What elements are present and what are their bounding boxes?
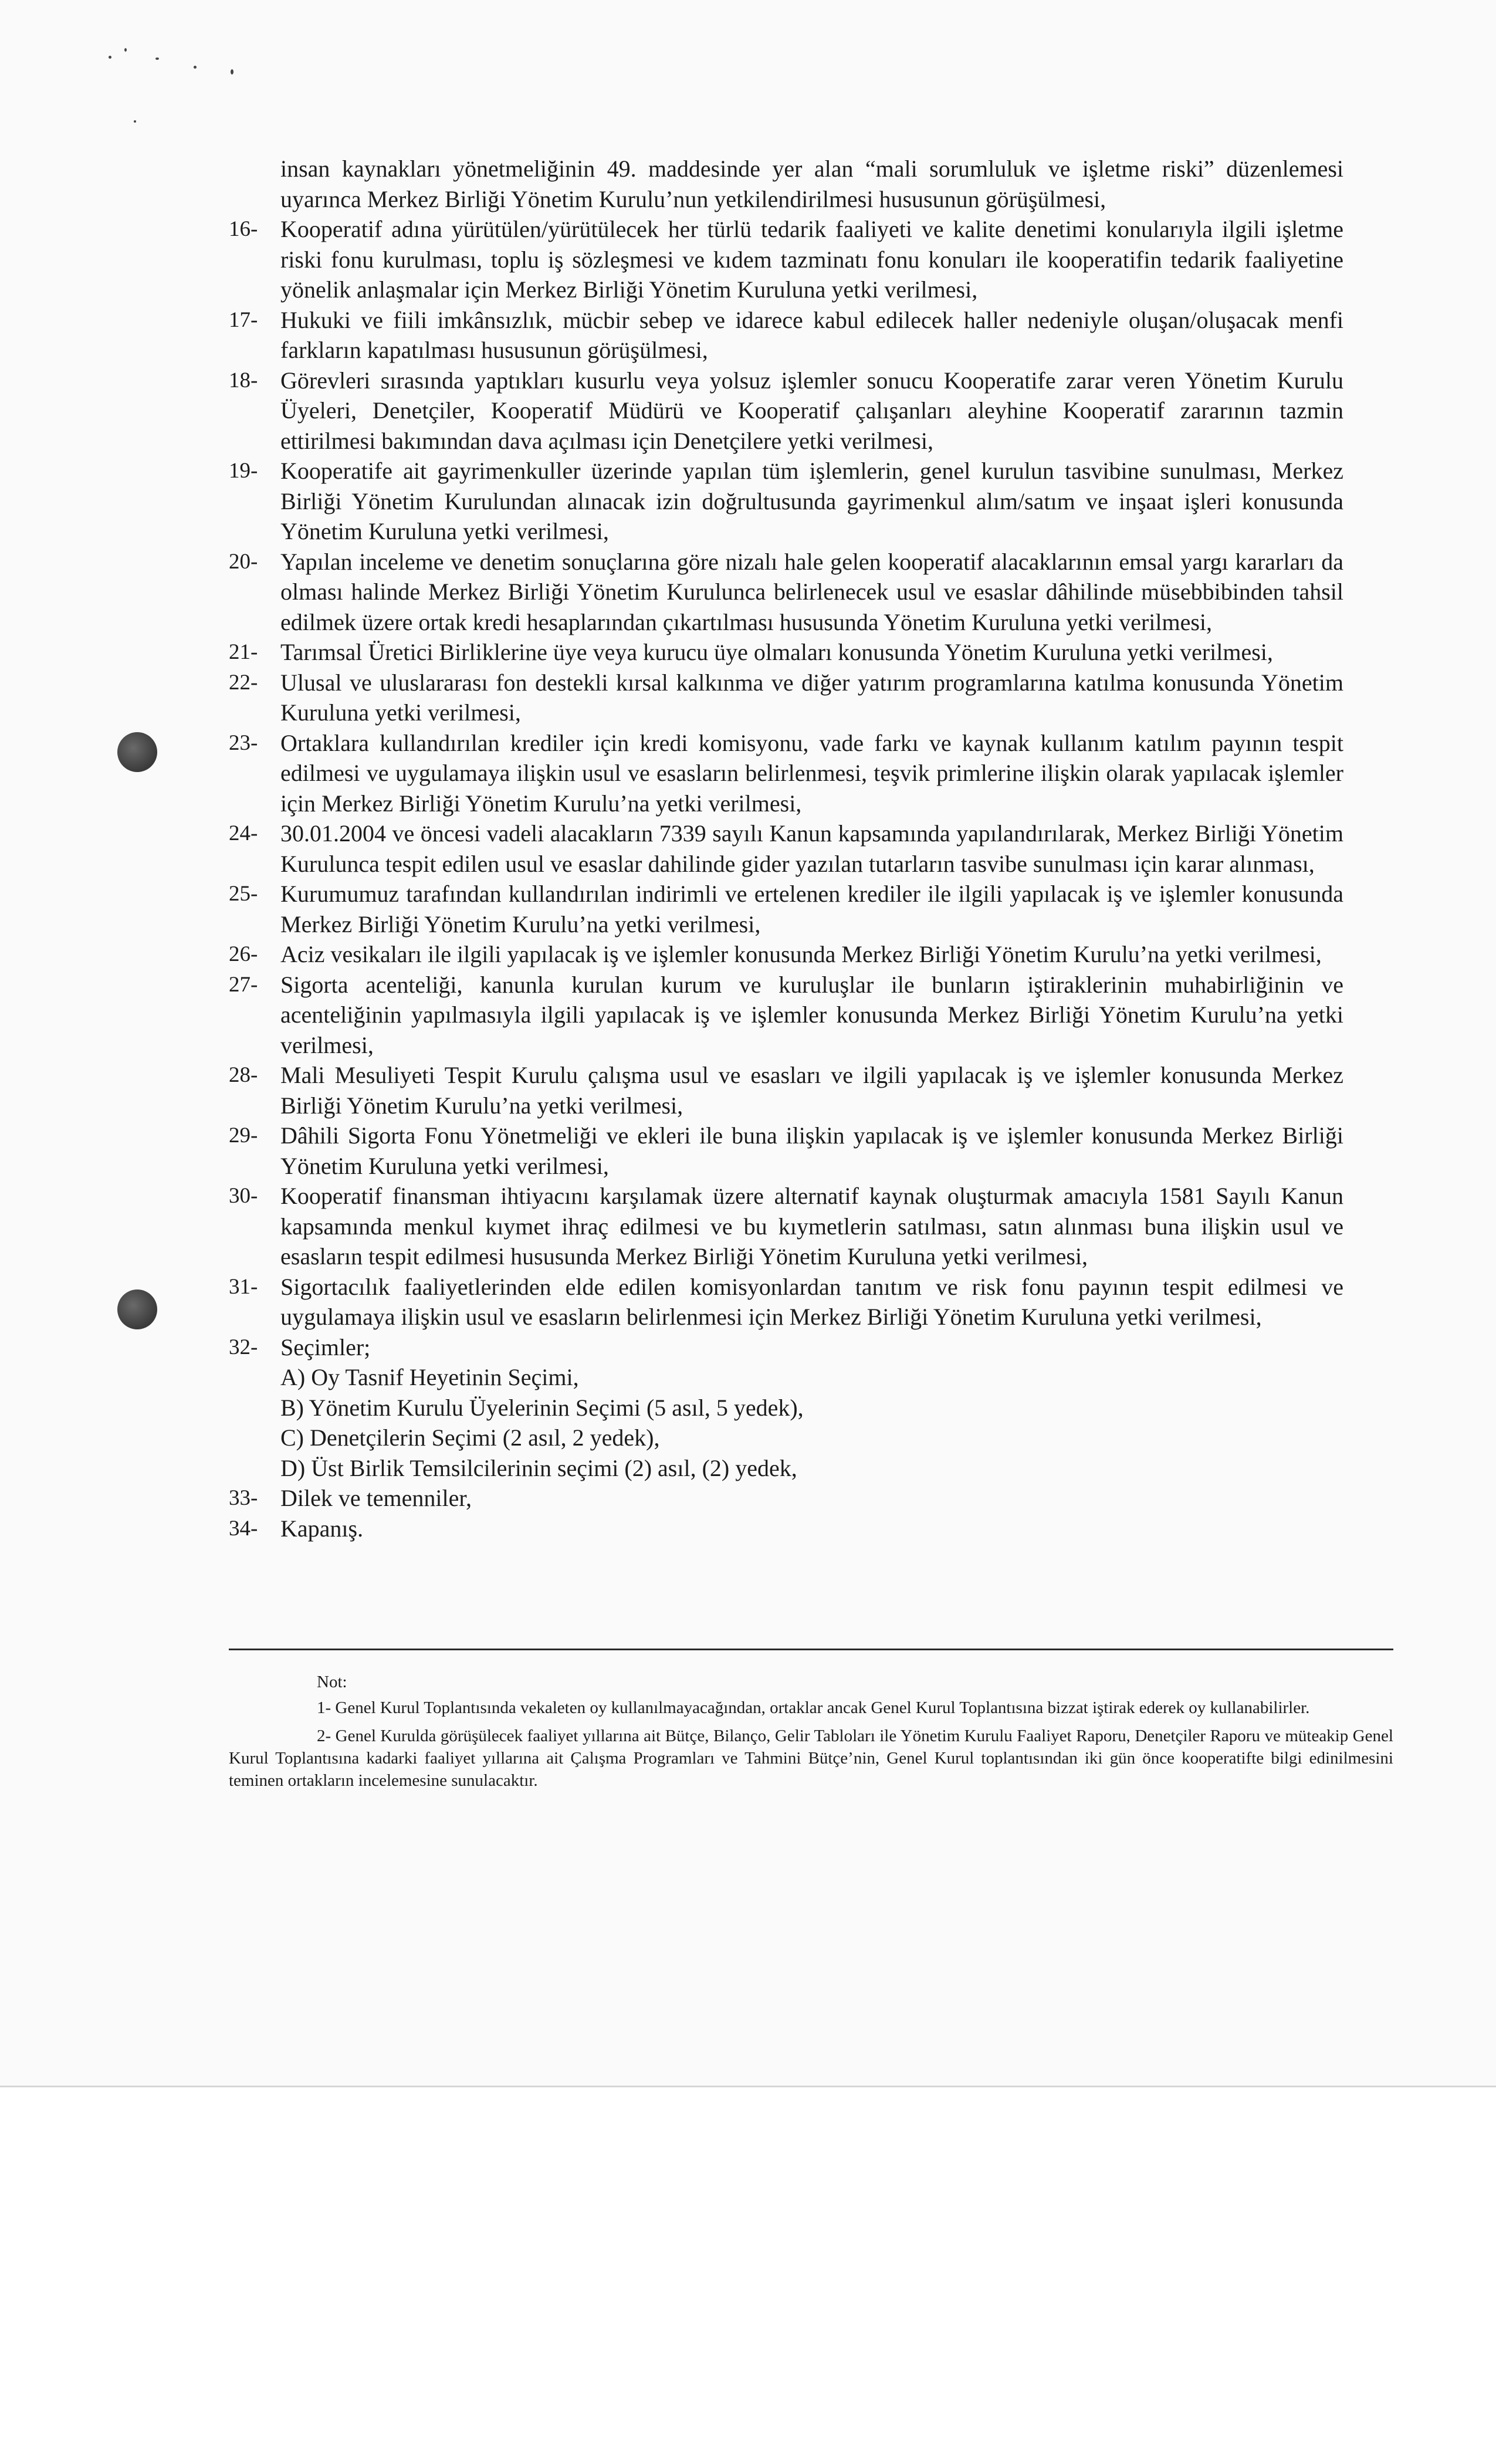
agenda-item-text: Hukuki ve fiili imkânsızlık, mücbir sebep ve idarece kabul edilecek haller nedeniyle oluşan/oluşacak menfi farkların kapatılması hususunun görüşülmesi, — [280, 306, 1343, 363]
agenda-item — [229, 1121, 1343, 1181]
election-item: B) Yönetim Kurulu Üyelerinin Seçimi (5 asıl, 5 yedek), — [280, 1394, 804, 1421]
agenda-item-text: Aciz vesikaları ile ilgili yapılacak iş ve işlemler konusunda Merkez Birliği Yönetim Kurulu’na yetki verilmesi, — [280, 941, 1322, 967]
agenda-item-text: Kooperatif adına yürütülen/yürütülecek her türlü tedarik faaliyeti ve kalite denetimi konularıyla ilgili işletme riski fonu kurulması, toplu iş sözleşmesi ve kıdem tazminatı fonu konuları ile kooperatifin tedarik faaliyetine yönelik anlaşmalar için Merkez Birliği Yönetim Kuruluna yetki verilmesi, — [280, 216, 1343, 303]
agenda-item-number: 32- — [229, 1335, 258, 1359]
agenda-item-number: 34- — [229, 1516, 258, 1541]
closing-items — [229, 1483, 1343, 1544]
agenda-item — [229, 1060, 1343, 1121]
agenda-body — [229, 154, 1343, 1544]
agenda-item-number: 26- — [229, 942, 258, 966]
agenda-item — [229, 547, 1343, 638]
agenda-item — [229, 879, 1343, 939]
agenda-item-text: Mali Mesuliyeti Tespit Kurulu çalışma usul ve esasları ve ilgili yapılacak iş ve işlemler konusunda Merkez Birliği Yönetim Kurulu’na yetki verilmesi, — [280, 1062, 1343, 1119]
agenda-item — [229, 818, 1343, 879]
agenda-item-text: Görevleri sırasında yaptıkları kusurlu veya yolsuz işlemler sonucu Kooperatife zarar veren Yönetim Kurulu Üyeleri, Denetçiler, Kooperatif Müdürü ve Kooperatif çalışanları aleyhine Kooperatif zararının tazmin ettirilmesi bakımından dava açılması için Denetçilere yetki verilmesi, — [280, 367, 1343, 454]
scan-speck — [231, 69, 233, 75]
agenda-item — [229, 214, 1343, 305]
agenda-item-text: Dilek ve temenniler, — [280, 1485, 472, 1511]
agenda-item-text: Kapanış. — [280, 1515, 364, 1542]
agenda-item-number: 28- — [229, 1063, 258, 1087]
agenda-item-number: 18- — [229, 368, 258, 392]
agenda-item-text: Ulusal ve uluslararası fon destekli kırsal kalkınma ve diğer yatırım programlarına katılma konusunda Yönetim Kuruluna yetki verilmesi, — [280, 669, 1343, 726]
agenda-item-text: Tarımsal Üretici Birliklerine üye veya kurucu üye olmaları konusunda Yönetim Kuruluna yetki verilmesi, — [280, 639, 1273, 665]
agenda-item-number: 16- — [229, 217, 258, 241]
note-item: 2- Genel Kurulda görüşülecek faaliyet yıllarına ait Bütçe, Bilanço, Gelir Tabloları ile Yönetim Kurulu Faaliyet Raporu, Denetçiler Raporu ve müteakip Genel Kurul Toplantısına kadarki faaliyet yıllarına ait Çalışma Programları ve Tahmini Bütçe’nin, Genel Kurul toplantısından iki gün önce kooperatifte bilgi edinilmesini teminen ortakların incelemesine sunulacaktır. — [229, 1727, 1393, 1790]
agenda-item-text: Kooperatif finansman ihtiyacını karşılamak üzere alternatif kaynak oluşturmak amacıyla 1581 Sayılı Kanun kapsamında menkul kıymet ihraç edilmesi ve bu kıymetlerin satılması, satın alınması buna ilişkin usul ve esasların tespit edilmesi hususunda Merkez Birliği Yönetim Kuruluna yetki verilmesi, — [280, 1183, 1343, 1270]
agenda-item-text: Kurumumuz tarafından kullandırılan indirimli ve ertelenen krediler ile ilgili yapılacak iş ve işlemler konusunda Merkez Birliği Yönetim Kurulu’na yetki verilmesi, — [280, 881, 1343, 937]
punch-hole-top — [117, 732, 157, 772]
agenda-item-text: Seçimler; — [280, 1333, 371, 1360]
agenda-item-text: 30.01.2004 ve öncesi vadeli alacakların 7339 sayılı Kanun kapsamında yapılandırılarak, Merkez Birliği Yönetim Kurulunca tespit edilen usul ve esaslar dahilinde gider yazılan tutarların tasvibe sunulması için karar alınması, — [280, 820, 1343, 877]
agenda-item — [229, 637, 1343, 668]
agenda-item-text: Yapılan inceleme ve denetim sonuçlarına göre nizalı hale gelen kooperatif alacaklarının emsal yargı kararları da olması halinde Merkez Birliği Yönetim Kurulunca belirlenecek usul ve esaslar dâhilinde müsebbibinden tahsil edilmek üzere ortak kredi hesaplarından çıkartılması hususunda Yönetim Kuruluna yetki verilmesi, — [280, 548, 1343, 635]
agenda-item-number: 27- — [229, 972, 258, 997]
agenda-item-text: Dâhili Sigorta Fonu Yönetmeliği ve ekleri ile buna ilişkin yapılacak iş ve işlemler konusunda Merkez Birliği Yönetim Kuruluna yetki verilmesi, — [280, 1122, 1343, 1179]
agenda-item — [229, 1332, 1343, 1363]
election-item: C) Denetçilerin Seçimi (2 asıl, 2 yedek), — [280, 1424, 660, 1451]
agenda-item — [229, 1483, 1343, 1514]
notes-heading: Not: — [317, 1673, 347, 1691]
scan-speck — [134, 120, 136, 123]
agenda-item — [229, 728, 1343, 819]
agenda-item — [229, 365, 1343, 456]
scan-speck — [194, 66, 197, 69]
agenda-item-number: 20- — [229, 549, 258, 574]
agenda-item-number: 29- — [229, 1123, 258, 1148]
scan-speck — [124, 48, 127, 52]
agenda-item — [229, 1514, 1343, 1544]
agenda-item — [229, 1272, 1343, 1332]
notes-section — [229, 1671, 1393, 1798]
punch-hole-bottom — [117, 1289, 157, 1329]
agenda-item-number: 25- — [229, 882, 258, 906]
agenda-item-text: Kooperatife ait gayrimenkuller üzerinde yapılan tüm işlemlerin, genel kurulun tasvibine sunulması, Merkez Birliği Yönetim Kurulundan alınacak izin doğrultusunda gayrimenkul alım/satım ve inşaat işleri konusunda Yönetim Kuruluna yetki verilmesi, — [280, 458, 1343, 544]
agenda-item — [229, 456, 1343, 547]
agenda-item — [229, 1181, 1343, 1272]
agenda-item-number: 23- — [229, 730, 258, 755]
agenda-item-number: 21- — [229, 640, 258, 664]
agenda-item-number: 33- — [229, 1486, 258, 1510]
agenda-item-number: 24- — [229, 821, 258, 845]
note-item: 1- Genel Kurul Toplantısında vekaleten oy kullanılmayacağından, ortaklar ancak Genel Kurul Toplantısına bizzat iştirak ederek oy kullanabilirler. — [317, 1698, 1310, 1717]
agenda-item-number: 17- — [229, 307, 258, 332]
election-item: A) Oy Tasnif Heyetinin Seçimi, — [280, 1364, 579, 1390]
agenda-item-text: Ortaklara kullandırılan krediler için kredi komisyonu, vade farkı ve kaynak kullanım katılım payının tespit edilmesi ve uygulamaya ilişkin usul ve esasların belirlenmesi, teşvik primlerine ilişkin olarak yapılacak işlemler için Merkez Birliği Yönetim Kurulu’na yetki verilmesi, — [280, 729, 1343, 817]
election-list — [229, 1362, 1343, 1483]
agenda-item-number: 31- — [229, 1274, 258, 1299]
agenda-item-number: 22- — [229, 670, 258, 695]
agenda-items — [229, 214, 1343, 1362]
agenda-item — [229, 939, 1343, 970]
notes-list — [229, 1697, 1393, 1792]
notes-divider — [229, 1649, 1393, 1650]
agenda-item-text: Sigorta acenteliği, kanunla kurulan kurum ve kuruluşlar ile bunların iştiraklerinin muhabirliğinin ve acenteliğinin yapılmasıyla ilgili yapılacak iş ve işlemler konusunda Merkez Birliği Yönetim Kurulu’na yetki verilmesi, — [280, 971, 1343, 1058]
election-item: D) Üst Birlik Temsilcilerinin seçimi (2) asıl, (2) yedek, — [280, 1454, 797, 1481]
scan-speck — [155, 57, 159, 60]
scan-speck — [109, 56, 111, 59]
agenda-item-number: 30- — [229, 1184, 258, 1208]
agenda-item — [229, 970, 1343, 1061]
agenda-item — [229, 668, 1343, 728]
agenda-item-number: 19- — [229, 459, 258, 483]
agenda-continuation: insan kaynakları yönetmeliğinin 49. maddesinde yer alan “mali sorumluluk ve işletme riski” düzenlemesi uyarınca Merkez Birliği Yönetim Kurulu’nun yetkilendirilmesi hususunun görüşülmesi, — [280, 155, 1343, 212]
agenda-item-text: Sigortacılık faaliyetlerinden elde edilen komisyonlardan tanıtım ve risk fonu payının tespit edilmesi ve uygulamaya ilişkin usul ve esasların belirlenmesi için Merkez Birliği Yönetim Kuruluna yetki verilmesi, — [280, 1273, 1343, 1330]
agenda-item — [229, 305, 1343, 365]
